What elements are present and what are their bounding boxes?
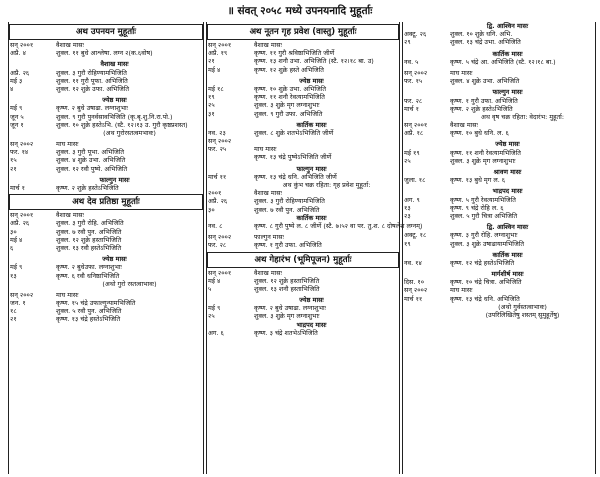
date-cell [207,296,254,304]
date-cell: अप्रै. २६ [10,68,30,77]
muhurta-row [207,221,423,230]
muhurta-row [9,315,203,323]
detail-cell: कृष्ण. २ शुक्रे हस्तेऽभिजिति [450,104,513,113]
detail-cell: कृष्ण. ११ गुरौ श्रविष्ठाभिजिति जीर्णे [254,49,335,58]
muhurta-row [207,285,399,293]
muhurta-row [9,272,203,280]
date-cell: १५ [10,156,17,165]
detail-cell: (अथो गुरो रस्तत्वाभावः) [102,279,157,288]
month-heading [403,50,595,58]
detail-cell: शुक्ल. १२ शुक्रे हस्ताभिजिति [56,235,122,244]
muhurta-row [403,157,595,165]
detail-cell: फाल्गुन मासः [99,175,130,184]
detail-cell: श्रावण मासः [493,168,522,176]
muhurta-row [9,121,203,129]
detail-cell: वैशाख मासः [56,211,84,220]
date-cell [207,153,254,161]
date-cell: मई ९ [10,104,23,113]
note-line [9,129,203,137]
muhurta-row [207,241,399,249]
detail-cell: शुक्ल. ४ शुक्रे उभा. अभिजिति [450,77,520,86]
muhurta-row [403,97,595,105]
muhurta-row [207,85,399,93]
detail-cell: (उपरिलिखितेषु शस्तम् सुमुहूर्तेषु) [485,311,560,319]
detail-cell: शुक्ल. १० शुक्रे धनि. अभि. [450,30,513,39]
detail-cell: ज्येष्ठ मासः [102,255,127,264]
date-cell: फर. २८ [208,241,227,250]
date-cell: अक्टू. १८ [404,231,427,240]
muhurta-row [403,295,595,303]
date-cell [207,214,254,222]
date-cell: दिस. १० [404,278,425,287]
date-cell: सन् २००१ [208,41,232,49]
detail-cell: शुक्ल. १० शुक्रे हस्तेऽभि. (स्टै. १२।१३ उ. गुरौ कृष्ठप्रशस्त) [56,120,188,129]
muhurta-row [9,236,203,244]
date-cell: मई ३ [10,76,23,85]
month-heading [9,96,203,104]
date-cell: २१ [208,57,215,66]
date-cell [9,280,56,288]
detail-cell: शुक्ल. ९ गुरौ पुनर्वसावभिजिति (कृ.बृ.शु.नि.रा.पो.) [56,112,173,121]
detail-cell: द्वि. आश्विन मासः [486,223,529,232]
detail-cell [254,137,399,145]
muhurta-row [9,113,203,121]
muhurta-row [207,145,399,153]
muhurta-row [9,156,203,164]
date-cell: सन् २००२ [404,286,428,295]
date-cell: २५ [208,312,215,321]
date-cell [403,311,450,319]
date-cell: फर. १५ [404,77,423,86]
date-cell: मार्च १ [404,104,419,113]
muhurta-row [9,307,203,315]
muhurta-row [207,93,399,101]
detail-cell: (अथ गुरोरस्तत्वमभावः) [103,128,156,137]
detail-cell: भाद्रपद मासः [296,320,327,329]
detail-cell: कृष्ण. २ शुक्रे हस्तेऽभिजिति [56,184,119,192]
detail-cell: शुक्ल. ११ गुरौ पूफा. अभिजिति [56,76,128,85]
muhurta-row [403,231,595,239]
month-heading [207,296,399,304]
muhurta-row [403,286,595,294]
date-cell: अप्रै. १८ [404,129,424,138]
month-heading [207,321,399,329]
date-cell: सन् २००२ [10,290,34,299]
month-heading [207,121,399,129]
note-line [403,113,595,121]
month-heading [207,77,399,85]
detail-cell: कृष्ण. १० शुक्रे उभा. अभिजिति [254,84,327,93]
detail-cell: कृष्ण. १३ चंद्रे हस्तेऽभिजिति [56,315,121,324]
detail-cell: कृष्ण. ११ शनौ रेवत्यामभिजिति [254,93,325,102]
detail-cell: कृष्ण. १३ चंद्रे पुष्येऽभिजिति जीर्णे [254,153,332,162]
detail-cell: कृष्ण. ६ रवौ धनिष्ठाभिजिति [56,271,120,280]
muhurta-row [403,38,595,46]
detail-cell: माघ मासः [450,68,473,77]
note-line [207,181,399,189]
muhurta-row [9,228,203,236]
detail-cell: कृष्ण. १ गुरौ उफा. अभिजिति [254,241,322,250]
detail-cell: कृष्ण. ५ गुरौ रेवत्यामभिजिति [450,195,516,204]
date-cell [9,60,56,68]
muhurta-row [403,176,595,184]
date-cell: सन् २००१ [10,41,34,49]
detail-cell: कृष्ण. ३ चंद्रे शतभेऽभिजिति [254,328,318,337]
detail-cell: (अथो गुर्वस्तत्वाभावः) [498,302,547,311]
date-cell [207,165,254,173]
detail-cell: शुक्ल. १३ शनौ हस्ताभिजिति [254,284,320,293]
date-cell [403,50,450,58]
date-cell: १९ [208,93,215,102]
muhurta-row [403,149,595,157]
date-cell: जून १ [10,120,24,129]
detail-cell: शुक्ल. १२ रवौ पुष्ये. अभिजिति [56,164,128,173]
muhurta-row [403,58,595,66]
date-cell [403,270,450,278]
muhurta-row [207,197,399,205]
muhurta-row [9,41,203,49]
muhurta-row [403,77,595,85]
detail-cell: वैशाख मासः [56,41,84,49]
date-cell: अप्रै. २६ [10,219,30,228]
detail-cell: शुक्ल. ३ गुरौ रोहिण्यामभिजिति [56,68,127,77]
month-heading [403,168,595,176]
date-cell: १३ [404,203,411,212]
detail-cell: ज्येष्ठ मासः [299,296,324,305]
month-heading [9,60,203,68]
detail-cell: कृष्ण. १३ चंद्रे धनि. अभिजिति [450,294,520,303]
muhurta-row [9,148,203,156]
muhurta-row [9,165,203,173]
date-cell: मई १९ [404,148,420,157]
muhurta-row [403,30,595,38]
detail-cell: शुक्ल. ३ शुक्रे मृग लग्नाशुभाः [254,101,320,110]
detail-cell: माघ मासः [450,286,473,295]
section-heading: अथ गेहारंभ (भूमिपूजन) मुहूर्ताः [207,252,399,268]
muhurta-row [207,206,399,214]
muhurta-row [207,41,399,49]
muhurta-row [403,129,595,137]
date-cell [403,140,450,148]
month-heading [403,223,595,231]
detail-cell: अथ वृष चक्र रहिता: वेदारंभ: मुहूर्ता: [481,112,564,121]
date-cell [403,113,450,121]
month-heading [403,22,595,30]
date-cell: १८ [10,307,17,316]
detail-cell: शुक्ल. ७ रवौ पुन. अभिजिति [56,227,122,236]
date-cell: ३० [208,205,215,214]
detail-cell: शुक्ल. ९ गुरौ उफा. अभिजिति [254,109,323,118]
muhurta-row [207,233,399,241]
muhurta-row [403,105,595,113]
detail-cell: कृष्ण. १३ बुधे मृग ल. ६ [450,176,506,185]
detail-cell: कृष्ण. ५ चंद्रे आ. अभिजिति (स्टै. १२।१८ बा.) [450,57,556,66]
month-heading [9,176,203,184]
detail-cell: कृष्ण. १० बुधे धनि. ल. ६ [450,129,509,138]
date-cell [403,22,450,30]
detail-cell: शुक्ल. ४ शुक्रे उभा. अभिजिति [56,156,126,165]
date-cell [207,121,254,129]
detail-cell: माघ मासः [56,140,79,149]
muhurta-row [9,49,203,57]
month-heading [403,88,595,96]
date-cell [207,321,254,329]
muhurta-row [403,240,595,248]
month-heading [403,140,595,148]
date-cell [9,129,56,137]
month-heading [207,165,399,173]
note-line [403,303,595,311]
muhurta-row [9,184,203,192]
detail-cell: कृष्ण. १२ शुक्रे हस्ते अभिजिति [254,65,324,74]
date-cell: मार्च ११ [404,294,423,303]
detail-cell: कृष्ण. ११ शनौ रेवत्यामभिजिति [450,148,521,157]
note-line [9,280,203,288]
muhurta-row [207,66,399,74]
detail-cell: शुक्ल. ३ शुक्रे उषाढायामभिजिति [450,239,524,248]
detail-cell: शुक्ल. ३ गुरौ पूभा. अभिजिति [56,148,125,157]
detail-cell: कृष्ण. ३ गुरौ रोहि. लग्नाशुभाः [450,231,518,240]
muhurta-row [9,291,203,299]
muhurta-row [207,304,399,312]
muhurta-row [207,49,399,57]
detail-cell: कृष्ण. १५ चंद्रे उफाल्गुन्यामभिजिति [56,299,136,308]
detail-cell: माघ मासः [56,290,79,299]
muhurta-row [207,110,399,118]
date-cell: नव. २३ [208,128,226,137]
date-cell: फर. २८ [404,96,423,105]
muhurta-row [403,204,595,212]
detail-cell: शुक्ल. ८ शुक्रे शतभेऽभिजिति जीर्णे [254,128,334,137]
date-cell: नव. ८ [208,221,223,230]
date-cell: अप्रै. ४ [10,49,26,58]
date-cell: जून ५ [10,112,24,121]
muhurta-row [207,153,399,161]
detail-cell: कार्तिक मासः [296,120,327,129]
muhurta-row [403,212,595,220]
month-heading [207,214,399,222]
date-cell: मई ९ [208,304,221,313]
muhurta-row [403,278,595,286]
detail-cell: फाल्गुन मासः [296,164,327,173]
detail-cell: वैशाख मासः [254,189,282,198]
date-cell: सन् २००२ [208,233,232,242]
muhurta-row [9,85,203,93]
detail-cell: कृष्ण. २ बुधे उषाढा. लग्नाशुभाः [254,304,326,313]
detail-cell: कृष्ण. १२ चंद्रे हस्तेऽभिजिति [450,258,515,267]
detail-cell: ज्येष्ठ मासः [495,140,520,149]
muhurta-row [9,299,203,307]
muhurta-row [9,69,203,77]
muhurta-row [207,312,399,320]
date-cell: २००१ [208,189,222,198]
detail-cell: वैशाख मासः [254,41,282,49]
note-line [403,311,595,319]
month-heading [9,255,203,263]
detail-cell: कृष्ण. २ बुधेउफा. लग्नाशुभाः [56,263,122,272]
page-title: ॥ संवत् २०५८ मध्ये उपनयनादि मुहूर्ताः [227,5,373,17]
detail-cell: कृष्ण. ८ गुरौ पुष्ये ल. ८ जीर्णे (स्टै. ७।५२ वा पर. तु.श. ८ दोषलेश लग्नम्) [254,221,423,230]
detail-cell: शुक्ल. १३ रवौ हस्तेऽभिजिति [56,243,122,252]
month-heading [403,270,595,278]
date-cell: मई ४ [10,235,23,244]
date-cell: २३ [404,211,411,220]
detail-cell: माघ मासः [254,145,277,154]
column-3 [402,22,596,474]
date-cell: मई १८ [208,84,224,93]
detail-cell: वैशाख मासः [100,60,129,69]
detail-cell: द्वि. आश्विन मासः [486,22,529,30]
detail-cell: कृष्ण. ९ चंद्रे रोहि ल. ६ [450,203,504,212]
detail-cell: शुक्ल. १३ चंद्रे उभा. अभिजिति [450,38,521,47]
detail-cell: शुक्ल. ११ बुधे आश्लेषा. लग्न २(क.६वोष) [56,49,153,58]
muhurta-row [207,129,399,137]
date-cell: सन् २००१ [208,268,232,277]
date-cell: मार्च १ [10,184,25,192]
muhurta-row [9,211,203,219]
muhurta-row [207,189,399,197]
date-cell: मई ९ [10,263,23,272]
muhurta-row [9,77,203,85]
date-cell: नव. ५ [404,57,419,66]
muhurta-row [9,104,203,112]
date-cell: ६ [10,243,14,252]
section-heading: अथ उपनयन मुहूर्ताः [9,24,203,40]
date-cell: सन् २००२ [10,140,34,149]
muhurta-row [9,263,203,271]
date-cell [207,77,254,85]
date-cell: सन् २००२ [404,68,428,77]
month-heading [403,251,595,259]
detail-cell: फाल्गुन मासः [492,88,523,97]
detail-cell: फाल्गुन मासः [254,233,284,242]
detail-cell: कृष्ण. २ बुधे उषाढा. लग्नाशुभाः [56,104,128,113]
detail-cell: कार्तिक मासः [296,213,327,222]
date-cell: सन् २००१ [404,121,428,130]
date-cell: सन् २००२ [208,137,232,146]
date-cell: ५ [208,284,212,293]
detail-cell: शुक्ल. १२ शुक्रे उफा. अभिजिति [56,84,130,93]
date-cell: ३० [10,227,17,236]
detail-cell: शुक्ल. १२ शुक्रे हस्ताभिजिति [254,276,320,285]
section-heading: अथ नूतन गृह प्रवेश (वास्तु) मुहूर्ताः [207,24,399,40]
date-cell [207,181,254,189]
detail-cell: कृष्ण. १३ चंद्रे धनि. अभिजिति जीर्णे [254,172,337,181]
detail-cell: शुक्ल. ७ रवौ पुन. अभिजिति [254,205,320,214]
date-cell [403,168,450,176]
date-cell: जुला. १८ [404,176,426,185]
muhurta-row [403,69,595,77]
date-cell [403,187,450,195]
detail-cell: कृष्ण. १० चंद्रे चित्रा. अभिजिति [450,278,522,287]
detail-cell: कार्तिक मासः [492,250,523,259]
detail-cell: कृष्ण. १ गुरौ उफा. अभिजिति [450,96,518,105]
date-cell: ४ [10,84,14,93]
date-cell: अप्रै. २६ [208,197,228,206]
date-cell: मई ४ [208,65,221,74]
date-cell: जन. १ [10,299,26,308]
detail-cell: भाद्रपद मासः [492,187,523,196]
date-cell [9,255,56,263]
detail-cell: शुक्ल. ३ शुक्रे मृग लग्नाशुभाः [450,156,516,165]
muhurta-row [403,196,595,204]
muhurta-row [403,121,595,129]
detail-cell: ज्येष्ठ मासः [102,96,127,105]
date-cell: २१ [10,164,17,173]
detail-cell: ज्येष्ठ मासः [299,76,324,85]
date-cell: ३१ [208,109,215,118]
section-heading: अथ देव प्रतिष्ठा मुहूर्ताः [9,194,203,210]
muhurta-row [207,137,399,145]
muhurta-row [9,219,203,227]
muhurta-row [207,269,399,277]
muhurta-row [207,277,399,285]
date-cell: मई ४ [208,276,221,285]
muhurta-row [207,101,399,109]
muhurta-row [403,259,595,267]
detail-cell: कृष्ण. १३ शनौ उभा. अभिजिति (स्टै. १२।१८ बा. उ) [254,57,374,66]
detail-cell: शुक्ल. ३ शुक्रे मृग लग्नाशुभाः [254,312,320,321]
date-cell: १९ [404,239,411,248]
detail-cell: शुक्ल. ५ रवौ पुन. अभिजिति [56,307,122,316]
muhurta-row [207,329,399,337]
date-cell: सन् २००१ [10,211,34,220]
date-cell: फर. १४ [10,148,29,157]
date-cell [9,176,56,184]
muhurta-row [207,57,399,65]
date-cell: २१ [10,315,17,324]
detail-cell: वैशाख मासः [450,121,478,130]
detail-cell: अथ कुंभ चक्र रहिता: गृह प्रवेश मुहूर्ता: [282,181,371,189]
date-cell: फर. २५ [208,145,227,154]
date-cell: अक्टू. २६ [404,30,427,39]
muhurta-row [9,140,203,148]
date-cell: नव. १४ [404,258,422,267]
date-cell [403,88,450,96]
date-cell: अग. ९ [404,195,420,204]
detail-cell: शुक्ल. ३ गुरौ रोहि. अभिजिति [56,219,124,228]
detail-cell: कार्तिक मासः [492,49,523,58]
date-cell: अप्रै. १९ [208,49,228,58]
muhurta-row [9,244,203,252]
detail-cell: मार्गशीर्ष मासः [491,270,524,279]
date-cell: २५ [208,101,215,110]
date-cell [403,223,450,231]
date-cell: अग. ६ [208,328,224,337]
month-heading [403,187,595,195]
date-cell [9,96,56,104]
muhurta-row [207,173,399,181]
date-cell: २९ [404,38,411,47]
column-1 [8,22,204,474]
date-cell: २५ [404,156,411,165]
date-cell: १३ [10,271,17,280]
date-cell [403,251,450,259]
detail-cell: शुक्ल. ५ गुरौ चित्रा अभिजिति [450,211,518,220]
date-cell: मार्च ११ [208,172,227,181]
detail-cell: वैशाख मासः [254,268,282,277]
date-cell [403,303,450,311]
detail-cell: शुक्ल. ३ गुरौ रोहिण्यामभिजिति [254,197,325,206]
